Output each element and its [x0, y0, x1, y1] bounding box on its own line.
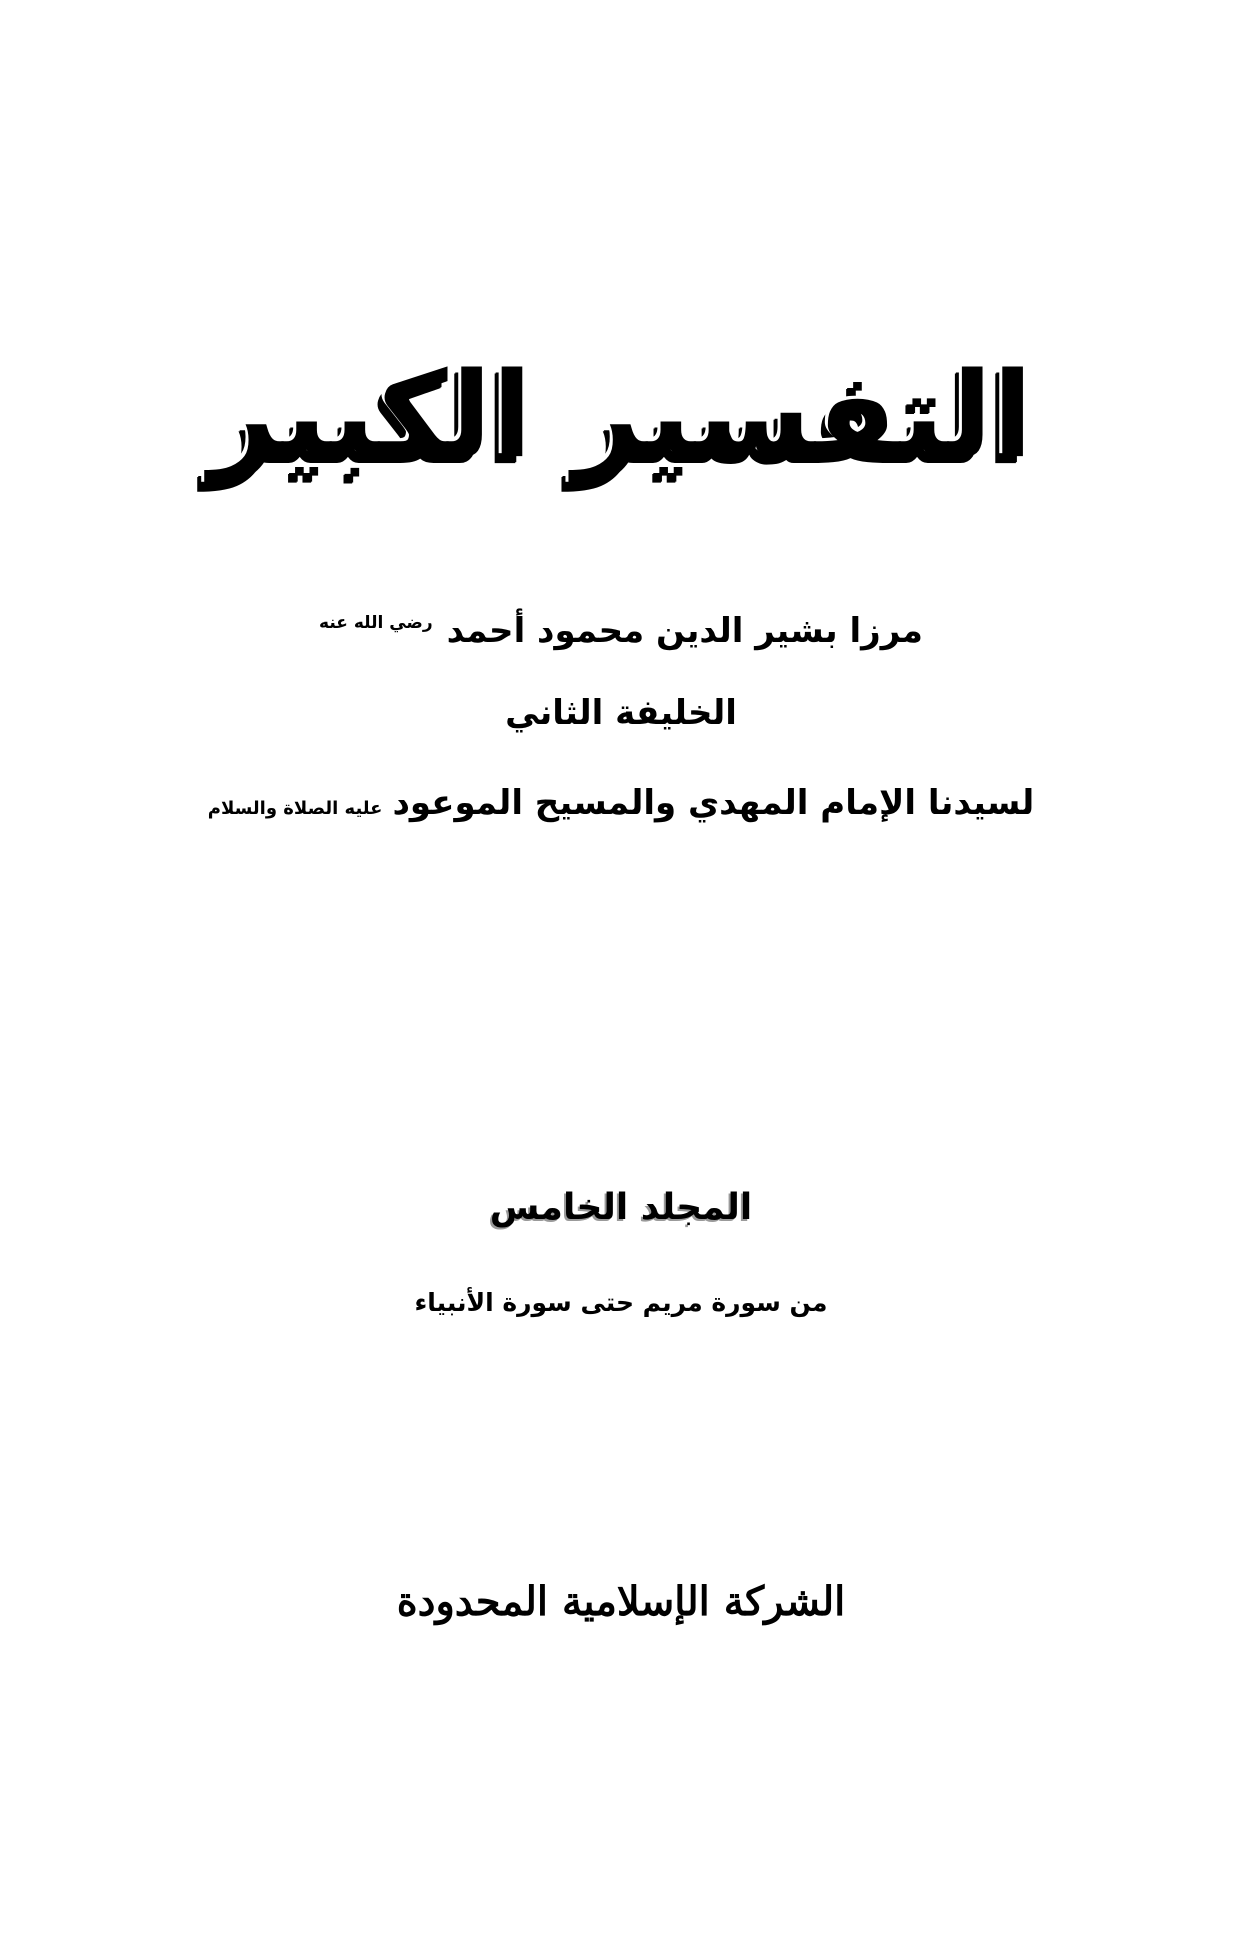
lineage-text: لسيدنا الإمام المهدي والمسيح الموعود: [392, 783, 1035, 823]
volume-label: المجلد الخامس: [489, 1187, 753, 1228]
lineage-line: [0, 778, 1242, 834]
surah-range: من سورة مريم حتى سورة الأنبياء: [414, 1288, 828, 1317]
lineage-salutation: عليه الصلاة والسلام: [207, 798, 383, 819]
author-name: مرزا بشير الدين محمود أحمد: [446, 611, 923, 651]
book-title: التفسير الكبير: [209, 346, 1033, 484]
publisher-name: الشركة الإسلامية المحدودة: [396, 1578, 846, 1625]
author-honorific: رضي الله عنه: [319, 613, 433, 633]
author-position: الخليفة الثاني: [505, 693, 737, 733]
author-line: [0, 598, 1242, 656]
